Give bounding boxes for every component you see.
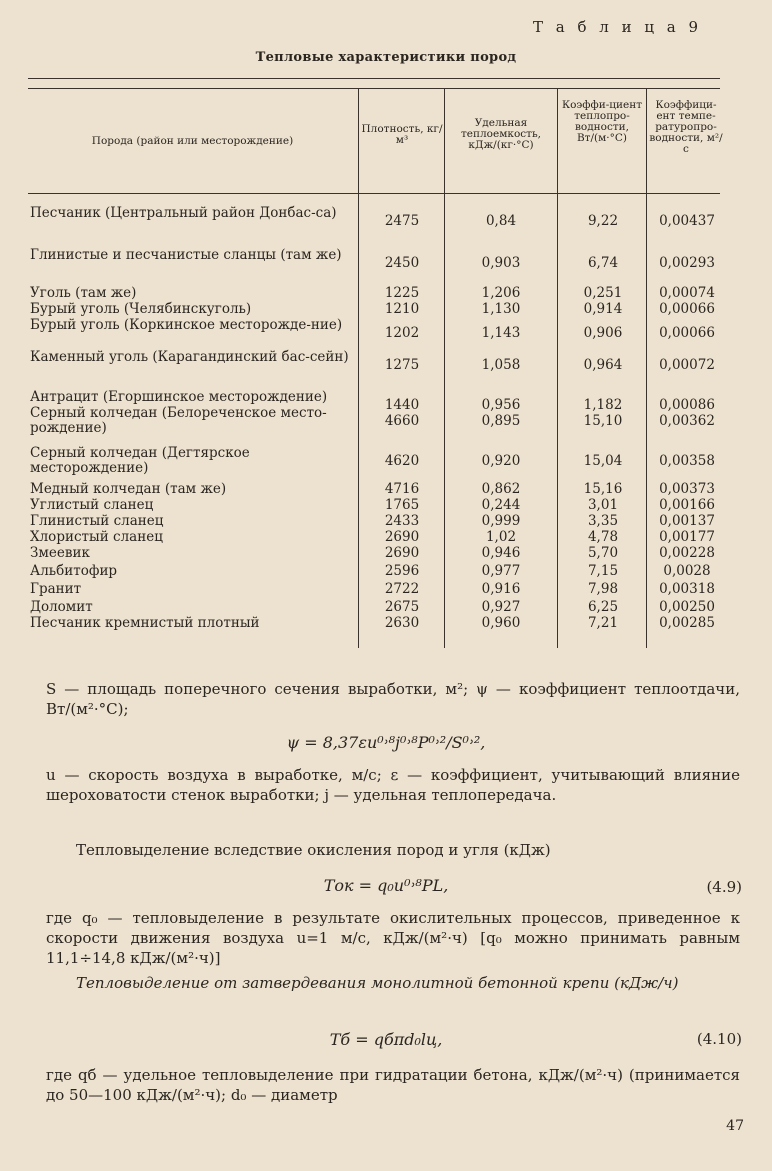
rock-name: Песчаник (Центральный район Донбас-са): [30, 205, 337, 221]
conductivity-value: 15,16: [583, 481, 623, 497]
header-conductivity: Коэффи-циент теплопро-водности, Вт/(м·°С): [561, 99, 643, 144]
diffusivity-value: 0,00074: [659, 285, 715, 301]
diffusivity-value: 0,0028: [663, 563, 711, 579]
equation-number-4-10: (4.10): [696, 1030, 742, 1048]
heat-capacity-value: 0,916: [481, 581, 521, 597]
rock-name: Змеевик: [30, 545, 90, 561]
diffusivity-value: 0,00362: [659, 413, 715, 429]
heat-capacity-value: 0,903: [481, 255, 521, 271]
diffusivity-value: 0,00373: [659, 481, 715, 497]
heat-capacity-value: 0,977: [481, 563, 521, 579]
conductivity-value: 7,98: [587, 581, 619, 597]
heat-capacity-value: 0,999: [481, 513, 521, 529]
header-heat-capacity: Удельная теплоемкость, кДж/(кг·°С): [460, 117, 542, 151]
equation-4-9: Tок = q₀u⁰˒⁸PL,: [323, 876, 449, 895]
diffusivity-value: 0,00228: [659, 545, 715, 561]
conductivity-value: 0,964: [583, 357, 623, 373]
rock-name: Доломит: [30, 599, 93, 615]
paragraph-6: где qб — удельное тепловыделение при гидратации бетона, кДж/(м²·ч) (принимается до 50—100 кДж/(м²·ч); d₀ — диаметр: [46, 1066, 740, 1104]
paragraph-2: u — скорость воздуха в выработке, м/с; ε — коэффициент, учитывающий влияние шероховатости стенок выработки; j — удельная теплопередача.: [46, 766, 740, 804]
density-value: 4620: [384, 453, 420, 469]
rock-name: Серный колчедан (Белореченское место-рождение): [30, 405, 327, 436]
heat-capacity-value: 1,058: [481, 357, 521, 373]
rock-name: Альбитофир: [30, 563, 118, 579]
density-value: 2450: [384, 255, 420, 271]
diffusivity-value: 0,00072: [659, 357, 715, 373]
diffusivity-value: 0,00358: [659, 453, 715, 469]
conductivity-value: 6,25: [587, 599, 619, 615]
diffusivity-value: 0,00066: [659, 325, 715, 341]
header-diffusivity: Коэффици-ент темпе-ратуропро-водности, м²/с: [649, 99, 723, 155]
diffusivity-value: 0,00166: [659, 497, 715, 513]
density-value: 1202: [384, 325, 420, 341]
conductivity-value: 15,04: [583, 453, 623, 469]
diffusivity-value: 0,00318: [659, 581, 715, 597]
diffusivity-value: 0,00137: [659, 513, 715, 529]
conductivity-value: 4,78: [587, 529, 619, 545]
density-value: 1440: [384, 397, 420, 413]
rock-name: Бурый уголь (Челябинскуголь): [30, 301, 252, 317]
rock-name: Гранит: [30, 581, 82, 597]
conductivity-value: 3,01: [587, 497, 619, 513]
diffusivity-value: 0,00066: [659, 301, 715, 317]
col-divider-3: [557, 88, 558, 648]
heat-capacity-value: 0,244: [481, 497, 521, 513]
table-title: Тепловые характеристики пород: [255, 50, 517, 65]
diffusivity-value: 0,00250: [659, 599, 715, 615]
conductivity-value: 7,21: [587, 615, 619, 631]
paragraph-3: Тепловыделение вследствие окисления пород и угля (кДж): [76, 841, 551, 859]
paragraph-5: Тепловыделение от затвердевания монолитной бетонной крепи (кДж/ч): [76, 974, 679, 992]
rock-name: Глинистые и песчанистые сланцы (там же): [30, 247, 342, 263]
header-density: Плотность, кг/м³: [361, 123, 443, 146]
rock-name: Бурый уголь (Коркинское месторожде-ние): [30, 317, 343, 333]
heat-capacity-value: 1,02: [485, 529, 517, 545]
conductivity-value: 5,70: [587, 545, 619, 561]
equation-number-4-9: (4.9): [706, 878, 742, 896]
heat-capacity-value: 0,920: [481, 453, 521, 469]
conductivity-value: 15,10: [583, 413, 623, 429]
density-value: 1225: [384, 285, 420, 301]
density-value: 2675: [384, 599, 420, 615]
conductivity-value: 0,914: [583, 301, 623, 317]
heat-capacity-value: 0,895: [481, 413, 521, 429]
header-rock: Порода (район или месторождение): [91, 135, 294, 147]
diffusivity-value: 0,00177: [659, 529, 715, 545]
rock-name: Антрацит (Егоршинское месторождение): [30, 389, 328, 405]
heat-capacity-value: 1,206: [481, 285, 521, 301]
density-value: 2596: [384, 563, 420, 579]
heat-capacity-value: 0,946: [481, 545, 521, 561]
rock-name: Каменный уголь (Карагандинский бас-сейн): [30, 349, 349, 365]
density-value: 4660: [384, 413, 420, 429]
equation-4-10: Tб = qбπd₀lц,: [329, 1030, 443, 1049]
table-number: Т а б л и ц а 9: [532, 18, 702, 36]
heat-capacity-value: 0,927: [481, 599, 521, 615]
rock-name: Медный колчедан (там же): [30, 481, 227, 497]
density-value: 2433: [384, 513, 420, 529]
rock-name: Углистый сланец: [30, 497, 154, 513]
equation-psi: ψ = 8,37εu⁰˒⁸j⁰˒⁸P⁰˒²/S⁰˒²,: [286, 733, 486, 752]
rock-name: Уголь (там же): [30, 285, 137, 301]
diffusivity-value: 0,00285: [659, 615, 715, 631]
heat-capacity-value: 1,130: [481, 301, 521, 317]
heat-capacity-value: 0,960: [481, 615, 521, 631]
conductivity-value: 7,15: [587, 563, 619, 579]
col-divider-4: [646, 88, 647, 648]
density-value: 1275: [384, 357, 420, 373]
rock-name: Песчаник кремнистый плотный: [30, 615, 260, 631]
density-value: 2475: [384, 213, 420, 229]
density-value: 2690: [384, 529, 420, 545]
density-value: 1765: [384, 497, 420, 513]
heat-capacity-value: 0,956: [481, 397, 521, 413]
table-header-rule: [28, 193, 720, 194]
rock-name: Серный колчедан (Дегтярское месторождение): [30, 445, 250, 476]
density-value: 2722: [384, 581, 420, 597]
conductivity-value: 6,74: [587, 255, 619, 271]
paragraph-1: S — площадь поперечного сечения выработки, м²; ψ — коэффициент теплоотдачи, Вт/(м²·°С);: [46, 680, 740, 718]
heat-capacity-value: 0,84: [485, 213, 517, 229]
col-divider-1: [358, 88, 359, 648]
page-number: 47: [726, 1118, 744, 1134]
density-value: 1210: [384, 301, 420, 317]
diffusivity-value: 0,00086: [659, 397, 715, 413]
heat-capacity-value: 0,862: [481, 481, 521, 497]
conductivity-value: 0,251: [583, 285, 623, 301]
conductivity-value: 9,22: [587, 213, 619, 229]
density-value: 2630: [384, 615, 420, 631]
col-divider-2: [444, 88, 445, 648]
conductivity-value: 3,35: [587, 513, 619, 529]
conductivity-value: 0,906: [583, 325, 623, 341]
density-value: 2690: [384, 545, 420, 561]
diffusivity-value: 0,00293: [659, 255, 715, 271]
conductivity-value: 1,182: [583, 397, 623, 413]
diffusivity-value: 0,00437: [659, 213, 715, 229]
paragraph-4: где q₀ — тепловыделение в результате окислительных процессов, приведенное к скорости движения воздуха u=1 м/с, кДж/(м²·ч) [q₀ можно принимать равным 11,1÷14,8 кДж/(м²·ч)]: [46, 909, 740, 967]
heat-capacity-value: 1,143: [481, 325, 521, 341]
table-top-rule-2: [28, 88, 720, 89]
table-top-rule: [28, 78, 720, 79]
rock-name: Хлористый сланец: [30, 529, 163, 545]
rock-name: Глинистый сланец: [30, 513, 164, 529]
density-value: 4716: [384, 481, 420, 497]
